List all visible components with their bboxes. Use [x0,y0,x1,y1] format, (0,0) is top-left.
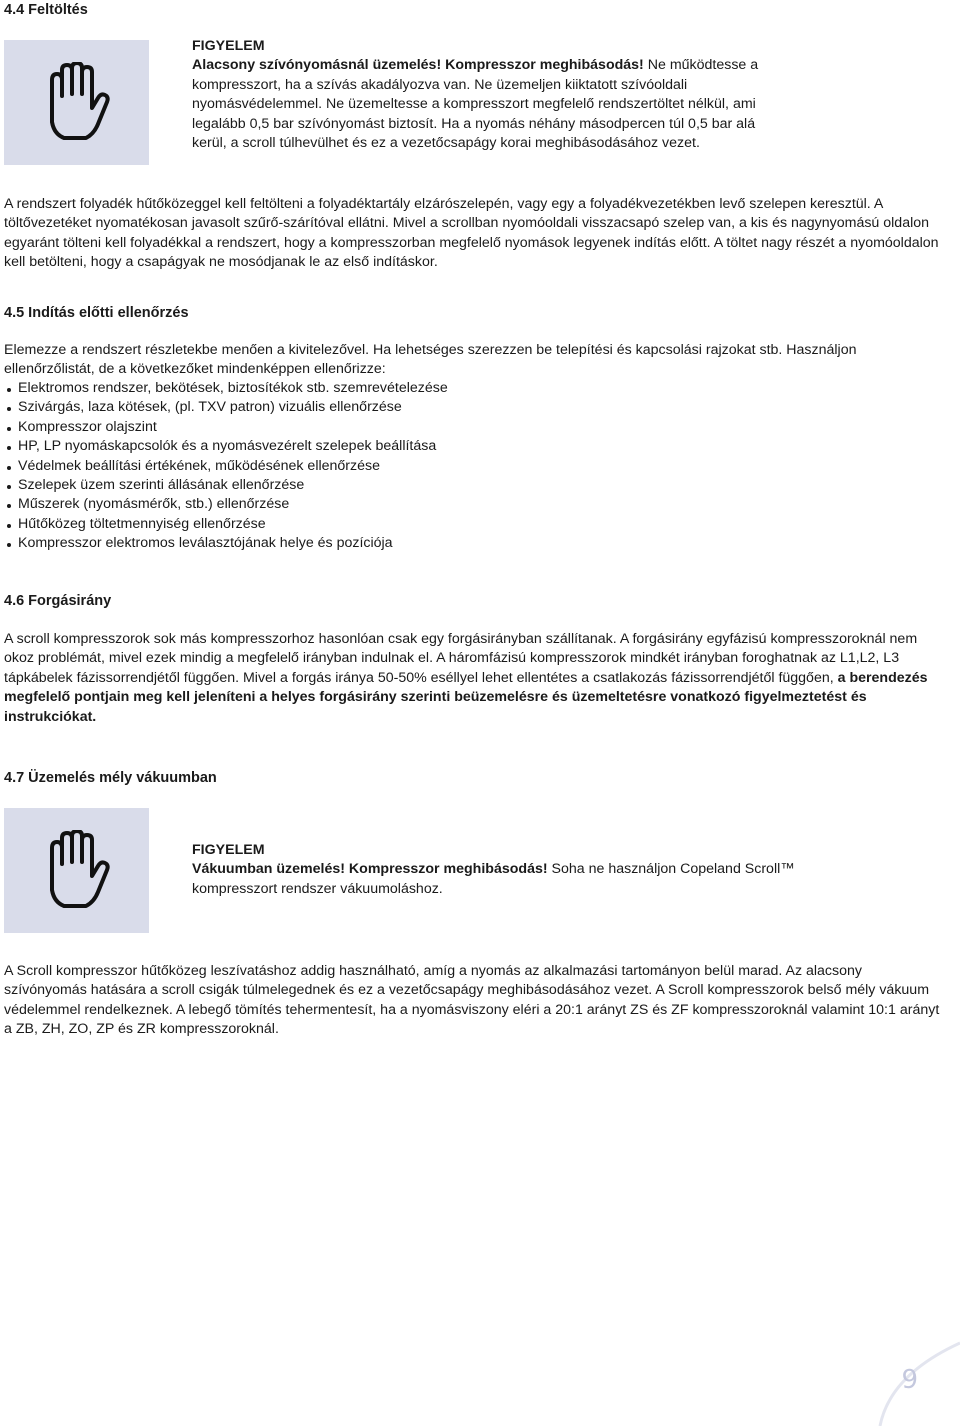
page-corner-arc [820,1335,960,1426]
list-item: Szivárgás, laza kötések, (pl. TXV patron) vizuális ellenőrzése [4,398,934,417]
list-item: Védelmek beállítási értékének, működésének ellenőrzése [4,457,934,476]
list-item: Elektromos rendszer, bekötések, biztosítékok stb. szemrevételezése [4,379,934,398]
list-item: Kompresszor olajszint [4,418,934,437]
rotation-warning-text: a berendezés megfelelő pontjain meg kell jeleníteni a helyes forgásirány szerinti beüzemelésre és üzemeltetésre vonatkozó figyelmeztetést és instrukciókat. [4,669,928,725]
warning-detail: Ne működtesse a kompresszort, ha a szívás akadályozva van. Ne üzemeljen kiiktatott szívóoldali nyomásvédelemmel. Ne üzemeltesse a kompresszort megfelelő rendszertöltet nélkül, ami legalább 0,5 bar szívónyomást biztosít. Ha a nyomás néhány másodpercen túl 0,5 bar alá kerül, a scroll túlhevülhet és ez a vezetőcsapágy korai meghibásodásához vezet. [192,57,759,152]
section-intro-4-5: Elemezze a rendszert részletekbe menően a kivitelezővel. Ha lehetséges szerezzen be telepítési és kapcsolási rajzokat stb. Használjon ellenőrzőlistát, de a következőket mindenképpen ellenőrizze: [4,342,857,378]
stop-hand-icon [42,62,114,142]
section-heading-4-6: 4.6 Forgásirány [4,593,112,609]
page-number: 9 [901,1365,918,1395]
section-heading-4-4: 4.4 Feltöltés [4,2,88,18]
list-item: Szelepek üzem szerinti állásának ellenőrzése [4,476,934,495]
warning-lead: Vákuumban üzemelés! Kompresszor meghibásodás! [192,861,548,878]
section-heading-4-5: 4.5 Indítás előtti ellenőrzés [4,305,189,321]
warning-detail: Soha ne használjon Copeland Scroll™ kompresszort rendszer vákuumoláshoz. [192,861,795,897]
section-body-4-4: A rendszert folyadék hűtőközeggel kell feltölteni a folyadéktartály elzárószelepén, vagy egy a folyadékvezetékben levő szelepen keresztül. A töltővezetéket nyomatékosan javasolt szűrő-szárítóval ellátni. Mivel a scrollban nyomóoldali visszacsapó szelep van, a kis és nagynyomású oldalon egyaránt tölteni kell folyadékkal a rendszert, hogy a kompresszorban megfelelő nyomások legyenek indítás előtt. A töltet nagy részét a nyomóoldalon kell betölteni, hogy a csapágyak ne mosódjanak le az első indításkor. [4,196,939,271]
rotation-text: A scroll kompresszorok sok más kompresszorhoz hasonlóan csak egy forgásirányban szállítanak. A forgásirány egyfázisú kompresszoroknál nem okoz problémát, mivel ezek mindig a megfelelő irányban indulnak el. A háromfázisú kompresszorok mindkét irányban foroghatnak az L1,L2, L3 tápkábelek fázissorrendjétől függően. Mivel a forgás iránya 50-50% eséllyel lehet ellentétes a csatlakozás fázissorrendjétől függően, [4,631,918,686]
list-item: Műszerek (nyomásmérők, stb.) ellenőrzése [4,495,934,514]
warning-title: FIGYELEM [192,842,265,858]
section-heading-4-7: 4.7 Üzemelés mély vákuumban [4,770,217,786]
section-body-4-6 [4,630,940,727]
warning-block-4-4 [192,37,792,153]
list-item: Kompresszor elektromos leválasztójának helye és pozíciója [4,534,934,553]
warning-block-4-7 [192,841,812,899]
warning-lead: Alacsony szívónyomásnál üzemelés! Kompresszor meghibásodás! [192,57,644,74]
list-item: Hűtőközeg töltetmennyiség ellenőrzése [4,515,934,534]
section-body-4-7: A Scroll kompresszor hűtőközeg leszívatáshoz addig használható, amíg a nyomás az alkalmazási tartományon belül marad. Az alacsony szívónyomás hatására a scroll csigák túlmelegednek és ez a vezetőcsapágy meghibásodásához vezet. A Scroll kompresszorok belső mély vákuum védelemmel rendelkeznek. A lebegő tömítés tehermentesít, ha a nyomásviszony eléri a 20:1 arányt ZS és ZF kompresszoroknál valamint 10:1 arányt a ZB, ZH, ZO, ZP és ZR kompresszoroknál. [4,963,940,1038]
list-item: HP, LP nyomáskapcsolók és a nyomásvezérelt szelepek beállítása [4,437,934,456]
stop-hand-icon [42,830,114,910]
warning-icon-panel [4,40,149,165]
warning-text [192,860,812,899]
checklist [4,379,934,554]
warning-text [192,56,792,153]
warning-icon-panel [4,808,149,933]
warning-title: FIGYELEM [192,38,265,54]
